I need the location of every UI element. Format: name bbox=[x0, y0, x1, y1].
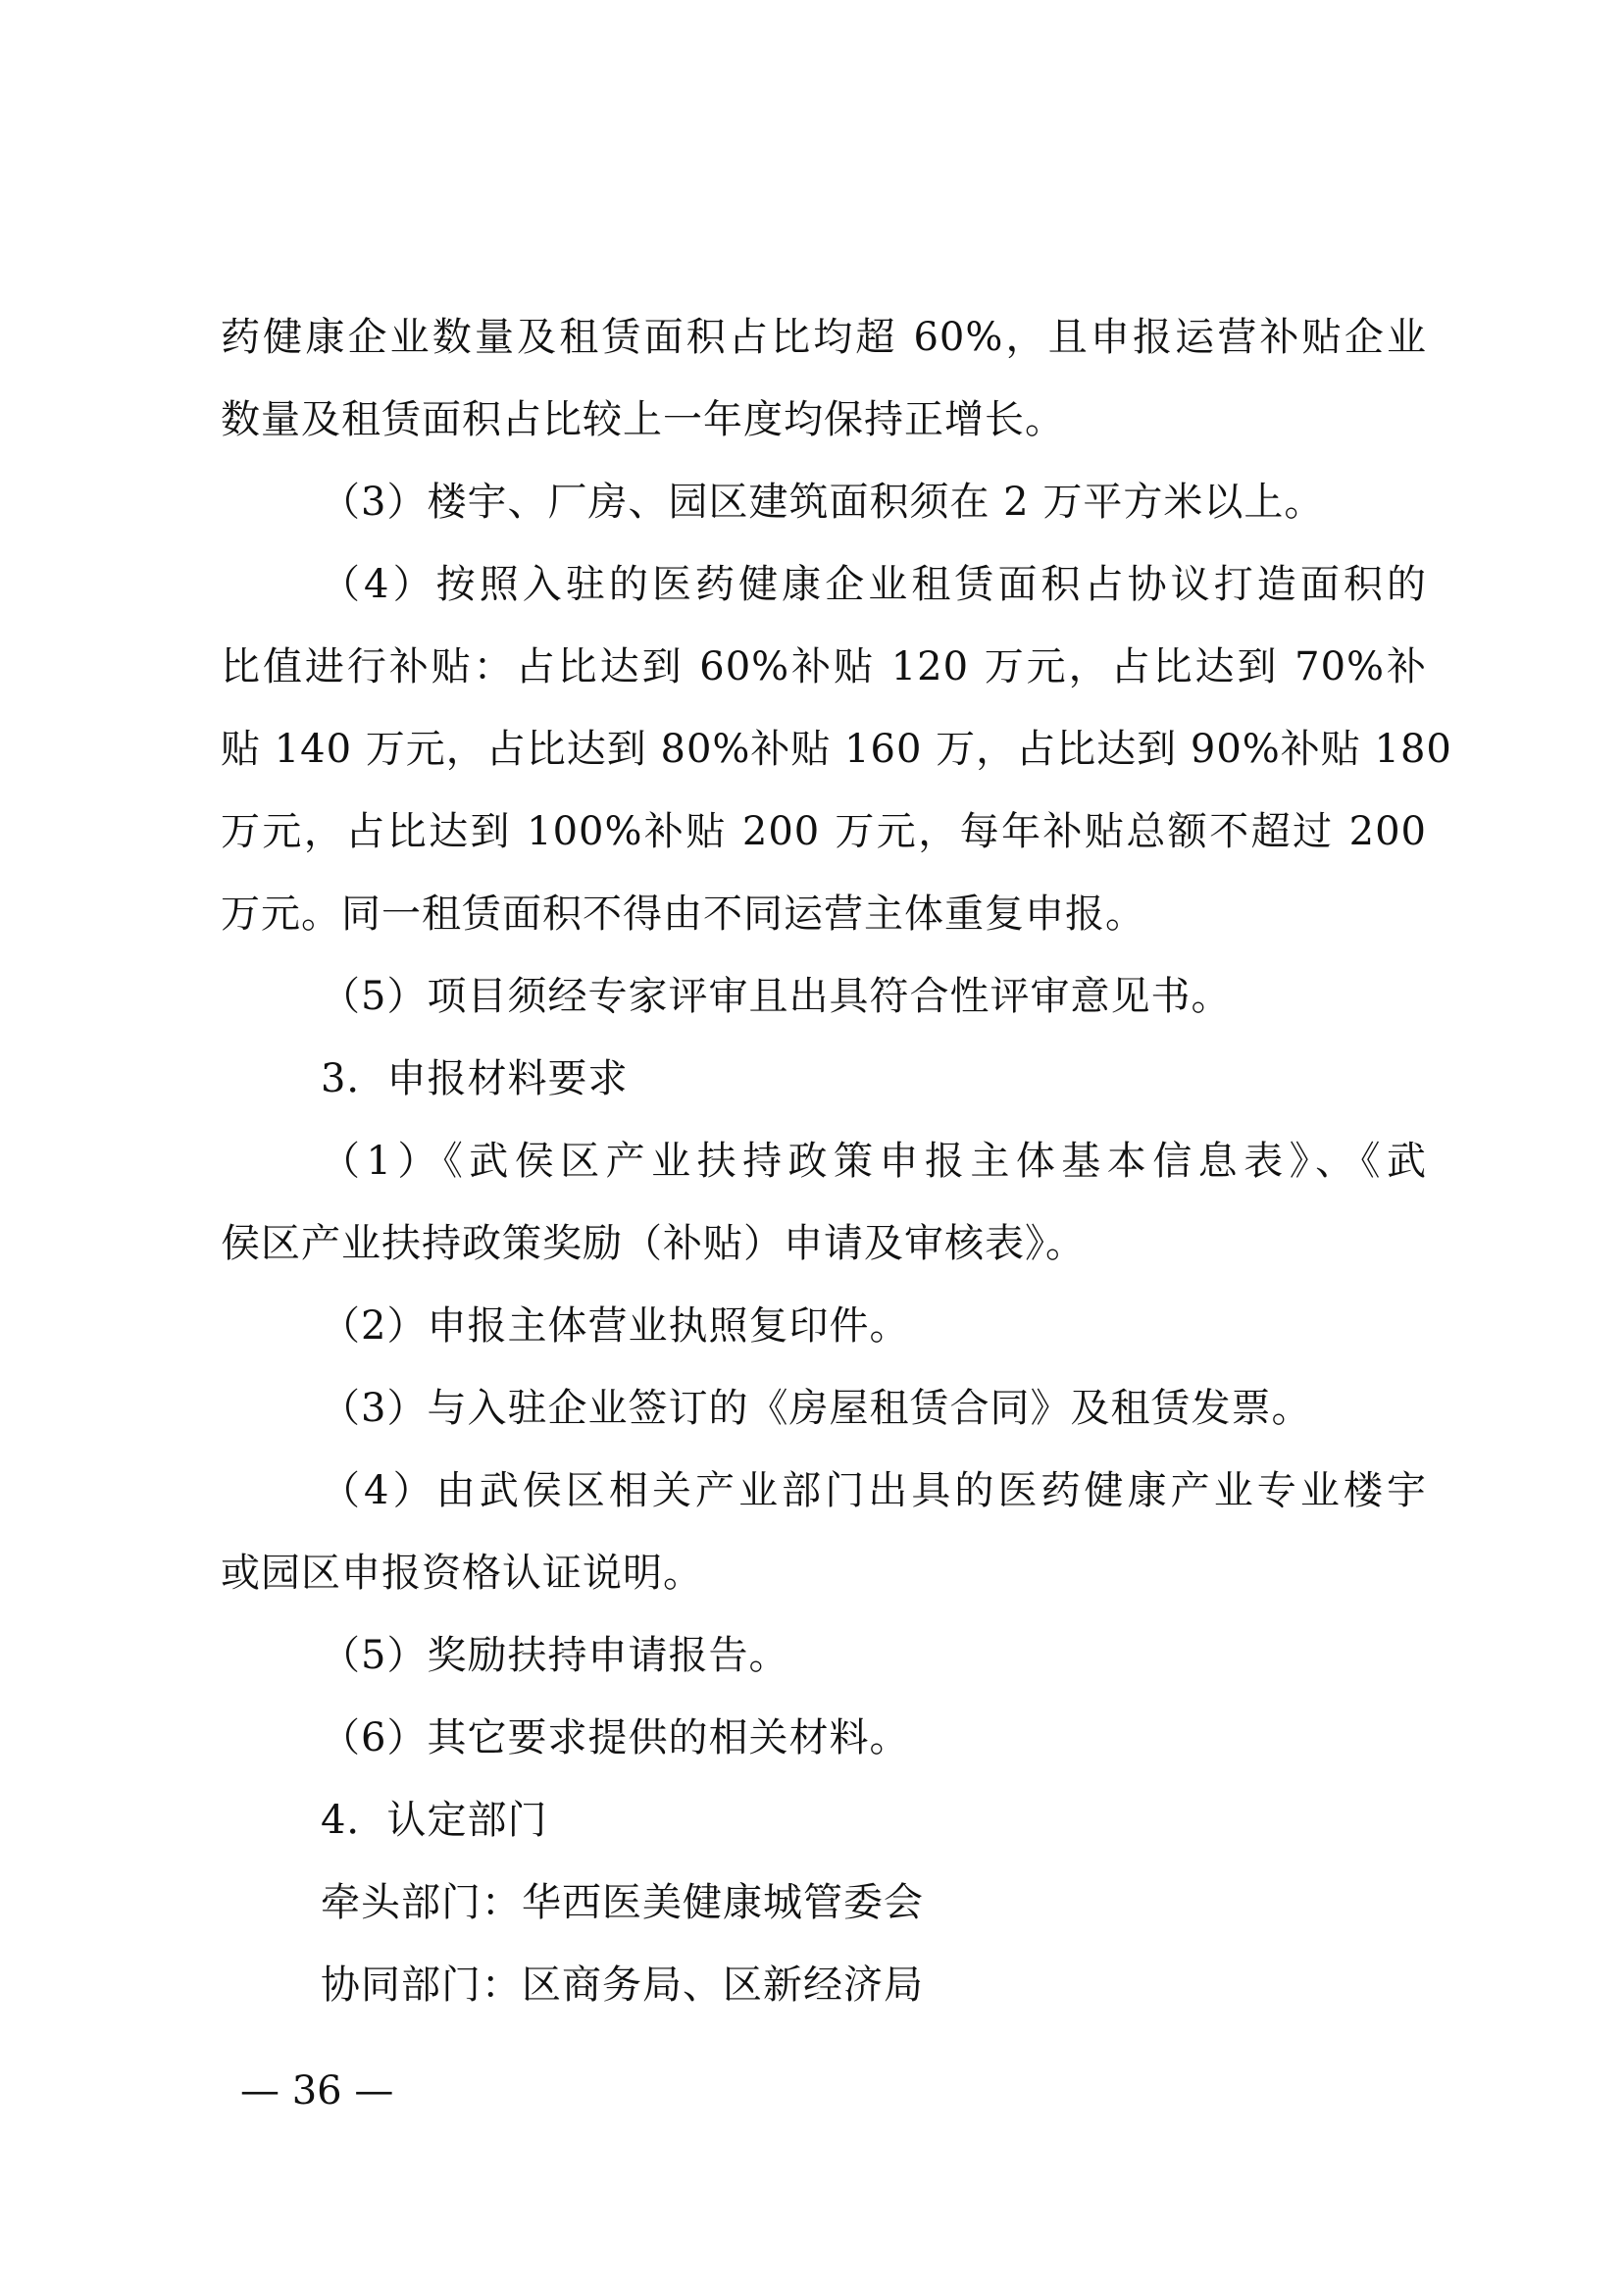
body-line-13: （2）申报主体营业执照复印件。 bbox=[321, 1303, 910, 1349]
body-line-16: 或园区申报资格认证说明。 bbox=[221, 1551, 703, 1596]
body-line-2: 数量及租赁面积占比较上一年度均保持正增长。 bbox=[221, 397, 1065, 442]
body-line-12: 侯区产业扶持政策奖励（补贴）申请及审核表》。 bbox=[221, 1221, 1086, 1266]
document-body bbox=[221, 296, 1452, 2026]
section-heading-4: 4．认定部门 bbox=[321, 1798, 548, 1843]
cooperating-department-line: 协同部门：区商务局、区新经济局 bbox=[321, 1963, 924, 2008]
body-line-5: 比值进行补贴：占比达到 60%补贴 120 万元，占比达到 70%补 bbox=[221, 644, 1427, 689]
body-line-8: 万元。同一租赁面积不得由不同运营主体重复申报。 bbox=[221, 892, 1145, 937]
body-line-18: （6）其它要求提供的相关材料。 bbox=[321, 1715, 910, 1760]
body-line-1: 药健康企业数量及租赁面积占比均超 60%，且申报运营补贴企业 bbox=[221, 315, 1427, 360]
body-line-3: （3）楼宇、厂房、园区建筑面积须在 2 万平方米以上。 bbox=[321, 480, 1325, 525]
lead-department-line: 牵头部门：华西医美健康城管委会 bbox=[321, 1880, 924, 1925]
body-line-17: （5）奖励扶持申请报告。 bbox=[321, 1633, 789, 1678]
body-line-11: （1）《武侯区产业扶持政策申报主体基本信息表》、《武 bbox=[321, 1139, 1427, 1184]
body-line-9: （5）项目须经专家评审且出具符合性评审意见书。 bbox=[321, 974, 1232, 1019]
body-line-7: 万元，占比达到 100%补贴 200 万元，每年补贴总额不超过 200 bbox=[221, 809, 1427, 854]
body-line-14: （3）与入驻企业签订的《房屋租赁合同》及租赁发票。 bbox=[321, 1386, 1312, 1431]
body-line-6: 贴 140 万元，占比达到 80%补贴 160 万，占比达到 90%补贴 180 bbox=[221, 727, 1452, 772]
page-number: — 36 — bbox=[240, 2068, 394, 2114]
body-line-15: （4）由武侯区相关产业部门出具的医药健康产业专业楼宇 bbox=[321, 1468, 1427, 1513]
section-heading-3: 3．申报材料要求 bbox=[321, 1056, 629, 1101]
body-line-4: （4）按照入驻的医药健康企业租赁面积占协议打造面积的 bbox=[321, 562, 1427, 607]
